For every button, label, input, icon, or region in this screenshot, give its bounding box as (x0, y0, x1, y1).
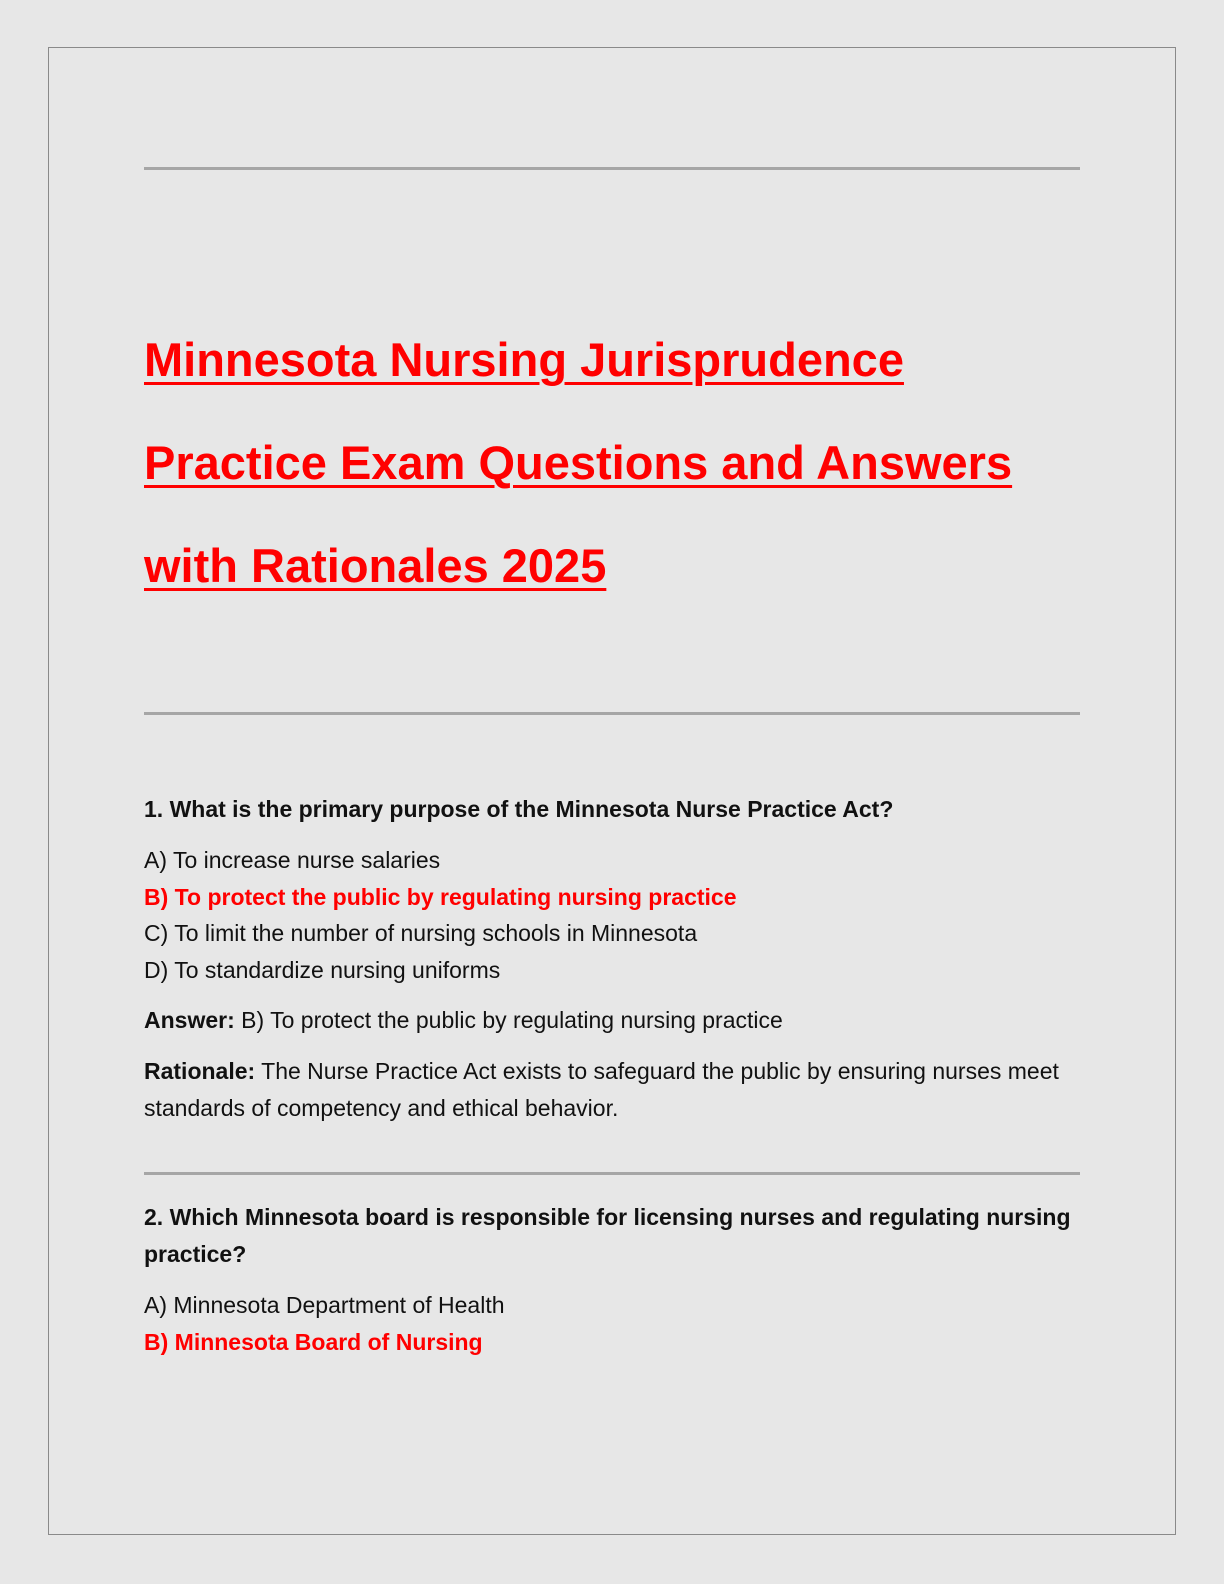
title-line-2: Practice Exam Questions and Answers (144, 436, 1013, 489)
answer-label: Answer: (144, 1007, 235, 1033)
question-1-options (144, 842, 1080, 988)
option-c: C) To limit the number of nursing schools in Minnesota (144, 920, 698, 946)
top-divider (144, 167, 1080, 170)
option-b-correct: B) To protect the public by regulating nursing practice (144, 883, 737, 910)
option-b-correct: B) Minnesota Board of Nursing (144, 1328, 483, 1355)
answer-text: B) To protect the public by regulating nursing practice (234, 1007, 783, 1033)
rationale-label: Rationale: (144, 1058, 256, 1084)
title-divider (144, 712, 1080, 715)
question-2-options (144, 1287, 1080, 1360)
option-a: A) To increase nurse salaries (144, 847, 441, 873)
rationale-paragraph (144, 1053, 1080, 1127)
title-line-1: Minnesota Nursing Jurisprudence (144, 333, 904, 386)
rationale-text: The Nurse Practice Act exists to safeguard the public by ensuring nurses meet standards of competency and ethical behavior. (144, 1058, 1059, 1121)
option-a: A) Minnesota Department of Health (144, 1292, 505, 1318)
document-title (144, 308, 1104, 617)
title-line-3: with Rationales 2025 (144, 539, 607, 592)
answer-line (144, 1002, 1080, 1039)
question-divider (144, 1172, 1080, 1175)
question-1 (144, 791, 1080, 1127)
question-2 (144, 1199, 1080, 1360)
question-1-text: 1. What is the primary purpose of the Minnesota Nurse Practice Act? (144, 796, 894, 822)
question-2-text: 2. Which Minnesota board is responsible for licensing nurses and regulating nursing practice? (144, 1204, 1071, 1267)
option-d: D) To standardize nursing uniforms (144, 956, 501, 983)
